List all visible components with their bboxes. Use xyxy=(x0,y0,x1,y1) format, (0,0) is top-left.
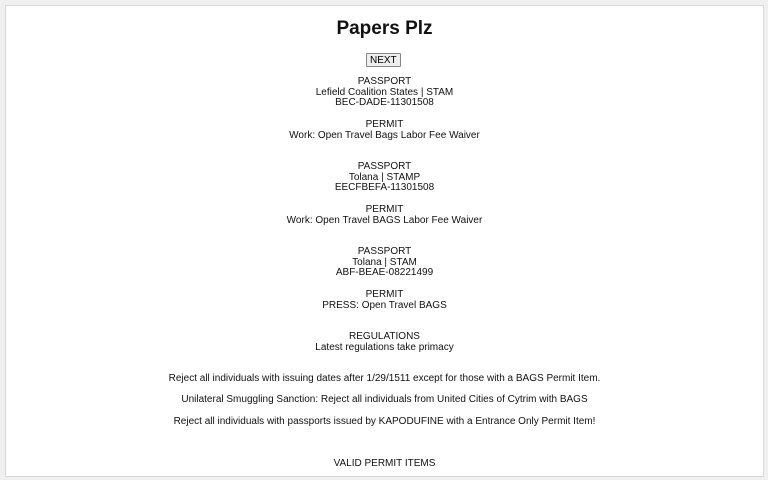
regulation-rule: Unilateral Smuggling Sanction: Reject all individuals from United Cities of Cytrim with BAGS xyxy=(181,394,588,405)
passport-id: ABF-BEAE-08221499 xyxy=(335,267,434,279)
passport-3 xyxy=(6,247,763,279)
passport-issuer: Tolana | STAMP xyxy=(348,171,421,183)
passport-label: PASSPORT xyxy=(357,246,412,257)
permit-label: PERMIT xyxy=(365,119,404,130)
passport-id: BEC-DADE-11301508 xyxy=(335,97,434,109)
passport-issuer: Tolana | STAM xyxy=(352,256,417,268)
permit-text: Work: Open Travel BAGS Labor Fee Waiver xyxy=(286,214,483,226)
permit-2 xyxy=(6,205,763,226)
permit-text: Work: Open Travel Bags Labor Fee Waiver xyxy=(289,129,480,141)
passport-2 xyxy=(6,162,763,194)
permit-label: PERMIT xyxy=(365,289,404,300)
permit-1 xyxy=(6,120,763,141)
permit-text: PRESS: Open Travel BAGS xyxy=(322,299,447,311)
passport-issuer: Lefield Coalition States | STAM xyxy=(315,86,454,98)
regulations-header xyxy=(6,332,763,353)
passport-id: EECFBEFA-11301508 xyxy=(334,182,435,194)
passport-1 xyxy=(6,77,763,109)
next-button[interactable]: NEXT xyxy=(366,53,401,67)
page xyxy=(5,5,764,477)
regulation-rule: Reject all individuals with issuing dates after 1/29/1511 except for those with a BAGS Permit Item. xyxy=(168,373,601,384)
regulation-rule: Reject all individuals with passports issued by KAPODUFINE with a Entrance Only Permit Item! xyxy=(173,416,596,427)
regulations-label: REGULATIONS xyxy=(349,331,420,342)
regulations-subtitle: Latest regulations take primacy xyxy=(315,341,454,353)
passport-label: PASSPORT xyxy=(357,76,412,87)
permit-3 xyxy=(6,290,763,311)
passport-label: PASSPORT xyxy=(357,161,412,172)
permit-label: PERMIT xyxy=(365,204,404,215)
page-title: Papers Plz xyxy=(336,18,433,39)
valid-permit-items-label: VALID PERMIT ITEMS xyxy=(333,458,436,469)
